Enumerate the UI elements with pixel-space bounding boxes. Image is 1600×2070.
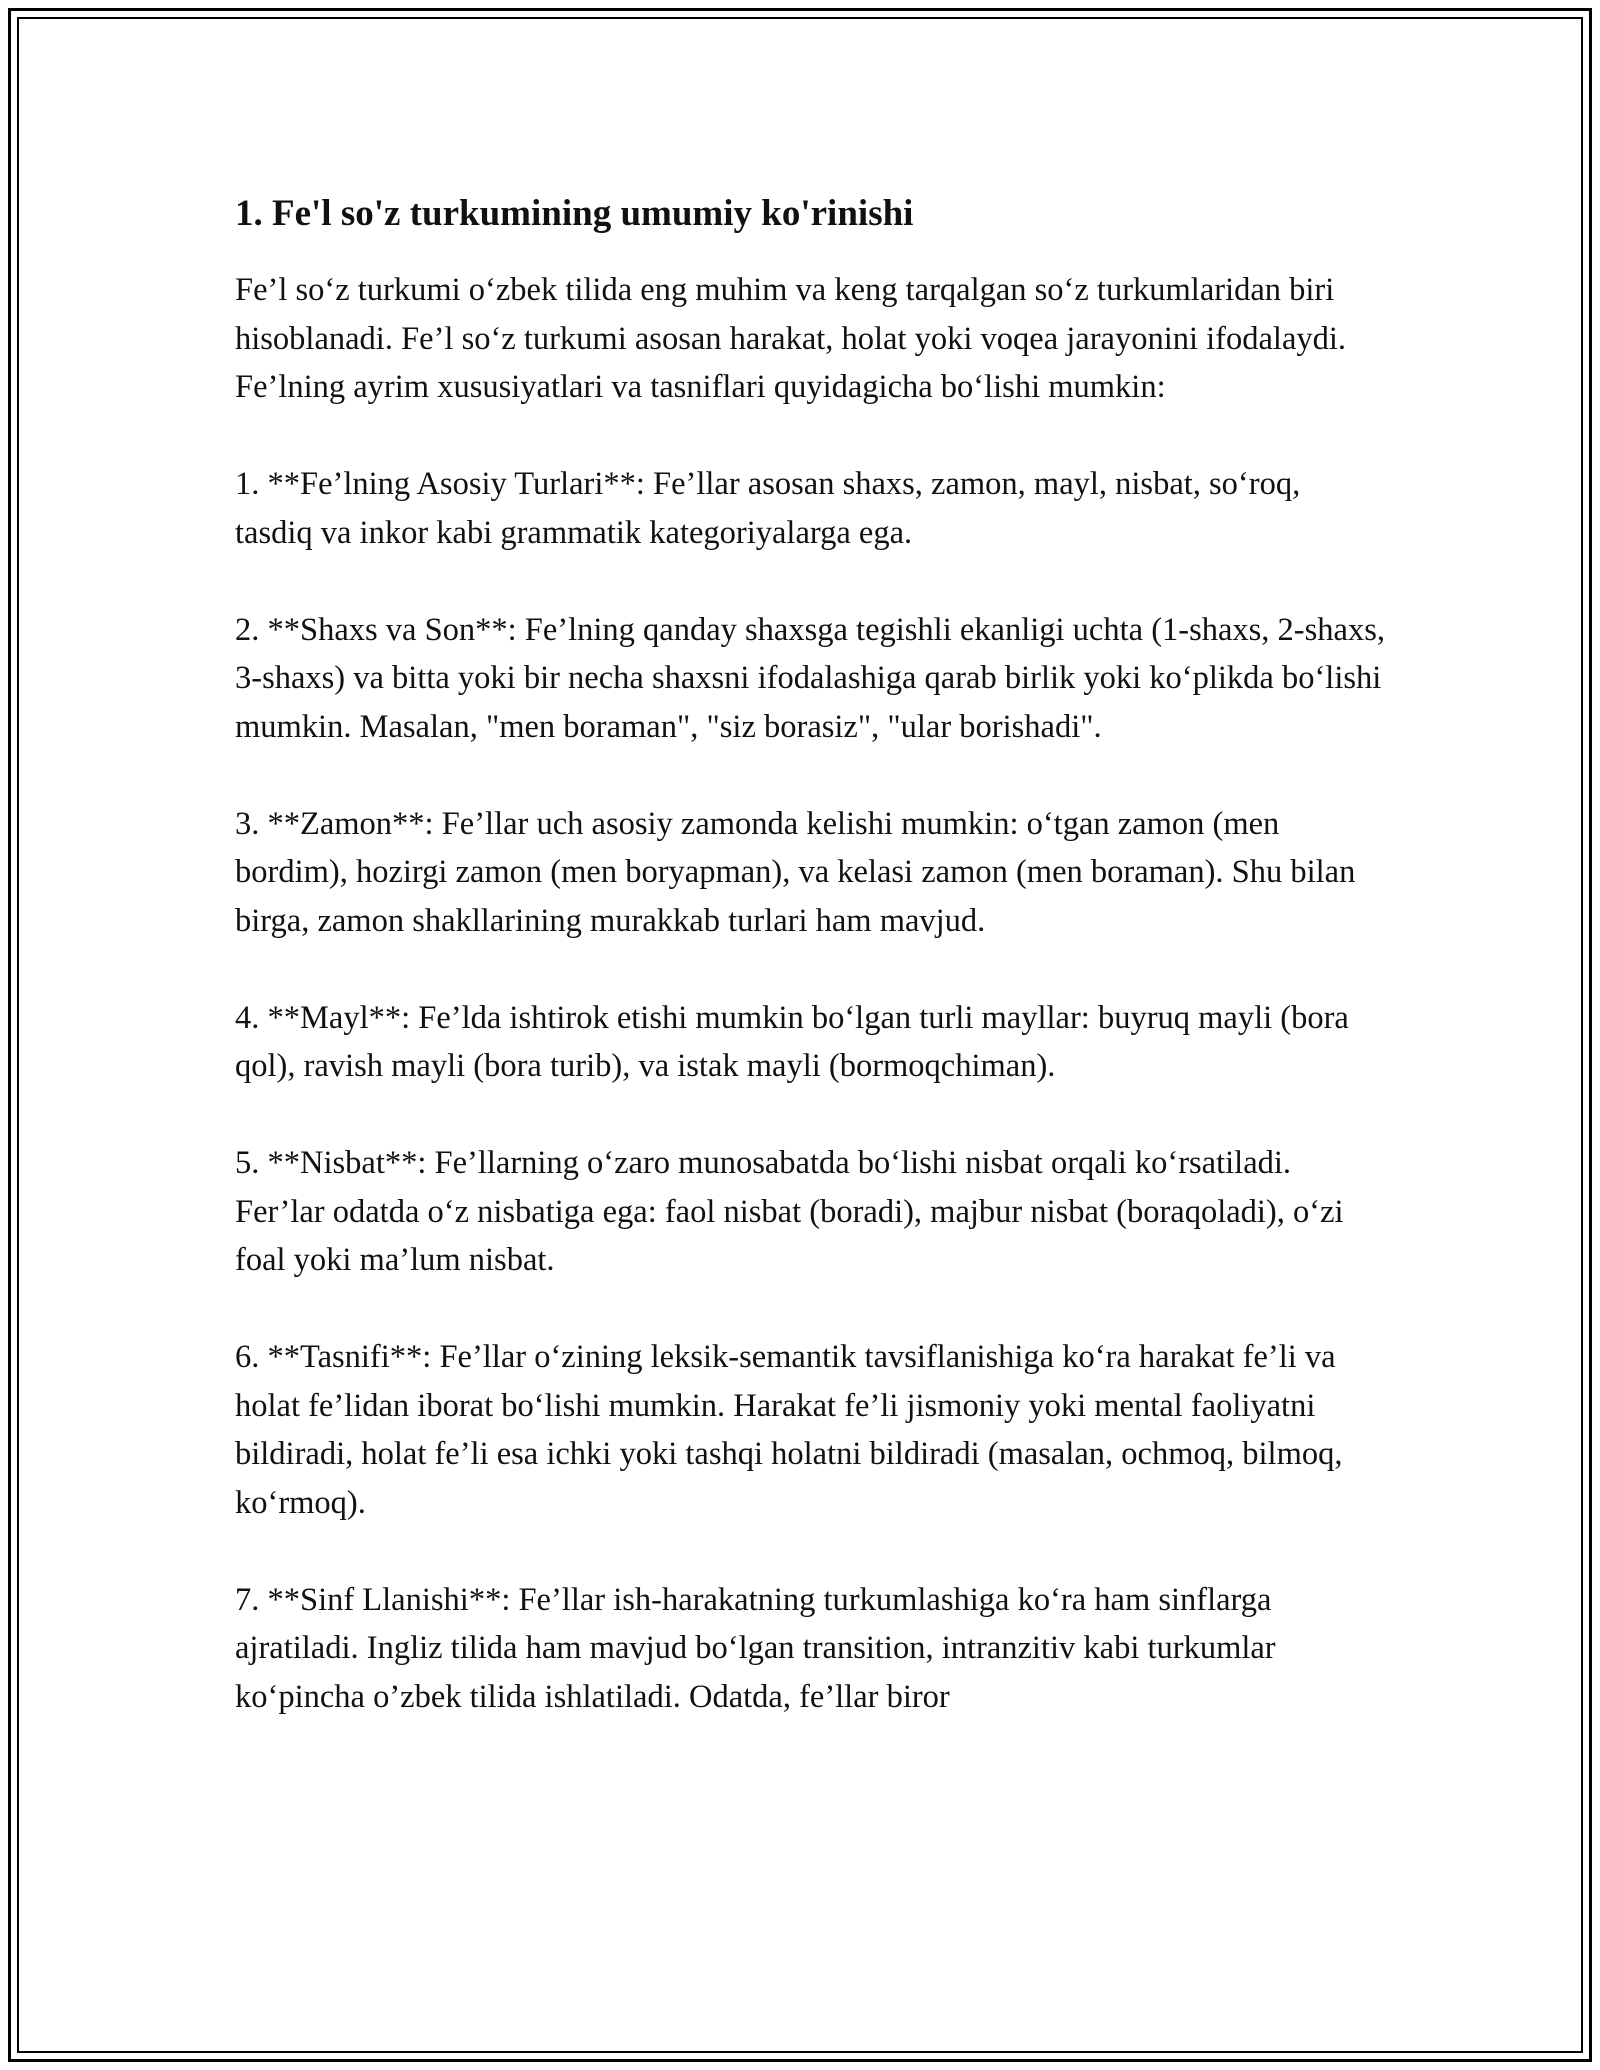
list-item-shaxs-va-son: 2. **Shaxs va Son**: Fe’lning qanday shaxsga tegishli ekanligi uchta (1-shaxs, 2-shaxs, 3-shaxs) va bitta yoki bir necha shaxsni ifodalashiga qarab birlik yoki ko‘plikda bo‘lishi mumkin. Masalan, "men boraman", "siz borasiz", "ular borishadi". (235, 611, 1385, 745)
list-item-mayl: 4. **Mayl**: Fe’lda ishtirok etishi mumkin bo‘lgan turli mayllar: buyruq mayli (bora qol), ravish mayli (bora turib), va istak mayli (bormoqchiman). (235, 999, 1349, 1084)
intro-paragraph: Fe’l so‘z turkumi o‘zbek tilida eng muhim va keng tarqalgan so‘z turkumlaridan biri hisoblanadi. Fe’l so‘z turkumi asosan harakat, holat yoki voqea jarayonini ifodalaydi. Fe’lning ayrim xususiyatlari va tasniflari quyidagicha bo‘lishi mumkin: (235, 272, 1347, 405)
list-item-nisbat: 5. **Nisbat**: Fe’llarning o‘zaro munosabatda bo‘lishi nisbat orqali ko‘rsatiladi. Fer’lar odatda o‘z nisbatiga ega: faol nisbat (boradi), majbur nisbat (boraqoladi), o‘zi foal yoki ma’lum nisbat. (235, 1145, 1344, 1278)
list-item-sinf-llanishi: 7. **Sinf Llanishi**: Fe’llar ish-harakatning turkumlashiga ko‘ra ham sinflarga ajratiladi. Ingliz tilida ham mavjud bo‘lgan transition, intranzitiv kabi turkumlar ko‘pincha o’zbek tilida ishlatiladi. Odatda, fe’llar biror (235, 1581, 1276, 1715)
document-body (235, 190, 1385, 1770)
list-item-zamon: 3. **Zamon**: Fe’llar uch asosiy zamonda kelishi mumkin: o‘tgan zamon (men bordim), hozirgi zamon (men boryapman), va kelasi zamon (men boraman). Shu bilan birga, zamon shakllarining murakkab turlari ham mavjud. (235, 805, 1356, 939)
list-item-tasnifi: 6. **Tasnifi**: Fe’llar o‘zining leksik-semantik tavsiflanishiga ko‘ra harakat fe’li va holat fe’lidan iborat bo‘lishi mumkin. Harakat fe’li jismoniy yoki mental faoliyatni bildiradi, holat fe’li esa ichki yoki tashqi holatni bildiradi (masalan, ochmoq, bilmoq, ko‘rmoq). (235, 1339, 1343, 1521)
list-item-asosiy-turlari: 1. **Fe’lning Asosiy Turlari**: Fe’llar asosan shaxs, zamon, mayl, nisbat, so‘roq, tasdiq va inkor kabi grammatik kategoriyalarga ega. (235, 466, 1301, 551)
section-heading: 1. Fe'l so'z turkumining umumiy ko'rinishi (235, 193, 914, 234)
